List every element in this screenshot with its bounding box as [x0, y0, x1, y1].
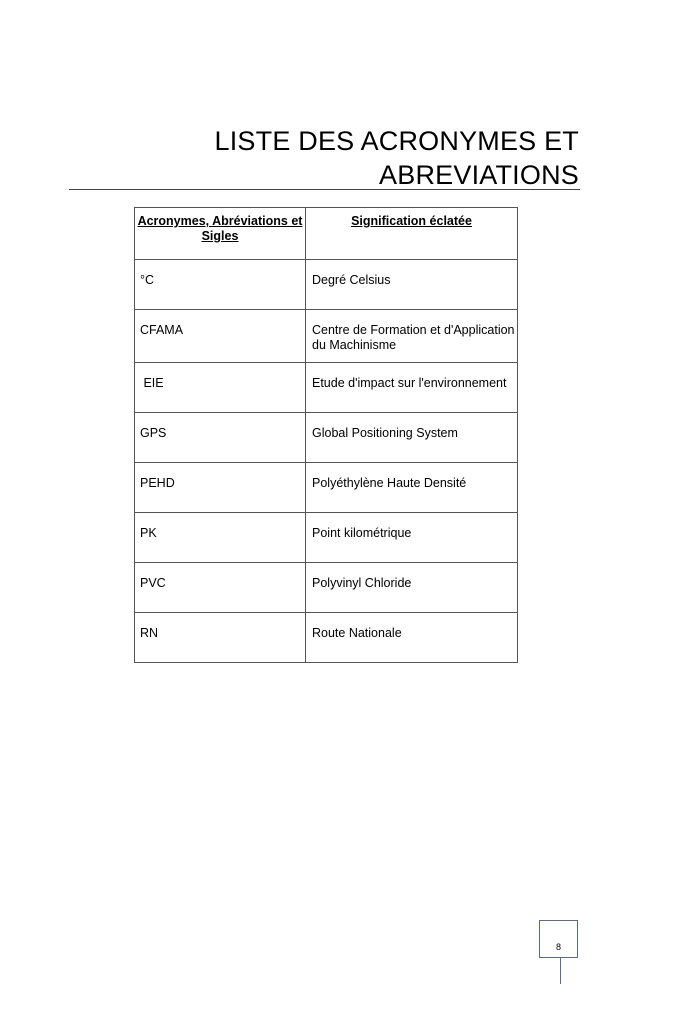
column-header-acronyms: Acronymes, Abréviations et Sigles — [135, 208, 306, 260]
column-header-meaning: Signification éclatée — [306, 208, 518, 260]
table-row — [135, 413, 518, 463]
meaning-cell: Etude d'impact sur l'environnement — [306, 363, 518, 413]
acronym-cell: EIE — [135, 363, 306, 413]
meaning-cell: Polyéthylène Haute Densité — [306, 463, 518, 513]
table-row — [135, 613, 518, 663]
meaning-cell: Degré Celsius — [306, 260, 518, 310]
table-row — [135, 513, 518, 563]
acronym-cell: GPS — [135, 413, 306, 463]
table-header-row — [135, 208, 518, 260]
acronym-cell: PVC — [135, 563, 306, 613]
meaning-cell: Point kilométrique — [306, 513, 518, 563]
title-divider — [69, 189, 580, 190]
table-row — [135, 260, 518, 310]
page-title — [180, 124, 579, 192]
page-title-line-1: LISTE DES ACRONYMES ET — [214, 126, 579, 156]
page-number-tail-line — [560, 958, 561, 984]
table-row — [135, 563, 518, 613]
table-row — [135, 310, 518, 363]
table-row — [135, 363, 518, 413]
page-title-line-2: ABREVIATIONS — [379, 160, 579, 190]
acronym-cell: RN — [135, 613, 306, 663]
page-number: 8 — [555, 942, 561, 952]
page-number-box — [539, 920, 578, 958]
acronym-cell: PK — [135, 513, 306, 563]
meaning-cell: Polyvinyl Chloride — [306, 563, 518, 613]
meaning-cell: Global Positioning System — [306, 413, 518, 463]
acronym-cell: CFAMA — [135, 310, 306, 363]
meaning-cell: Route Nationale — [306, 613, 518, 663]
table-row — [135, 463, 518, 513]
acronym-cell: PEHD — [135, 463, 306, 513]
acronym-table — [134, 207, 518, 663]
acronym-cell: °C — [135, 260, 306, 310]
meaning-cell: Centre de Formation et d'Application du Machinisme — [306, 310, 518, 363]
